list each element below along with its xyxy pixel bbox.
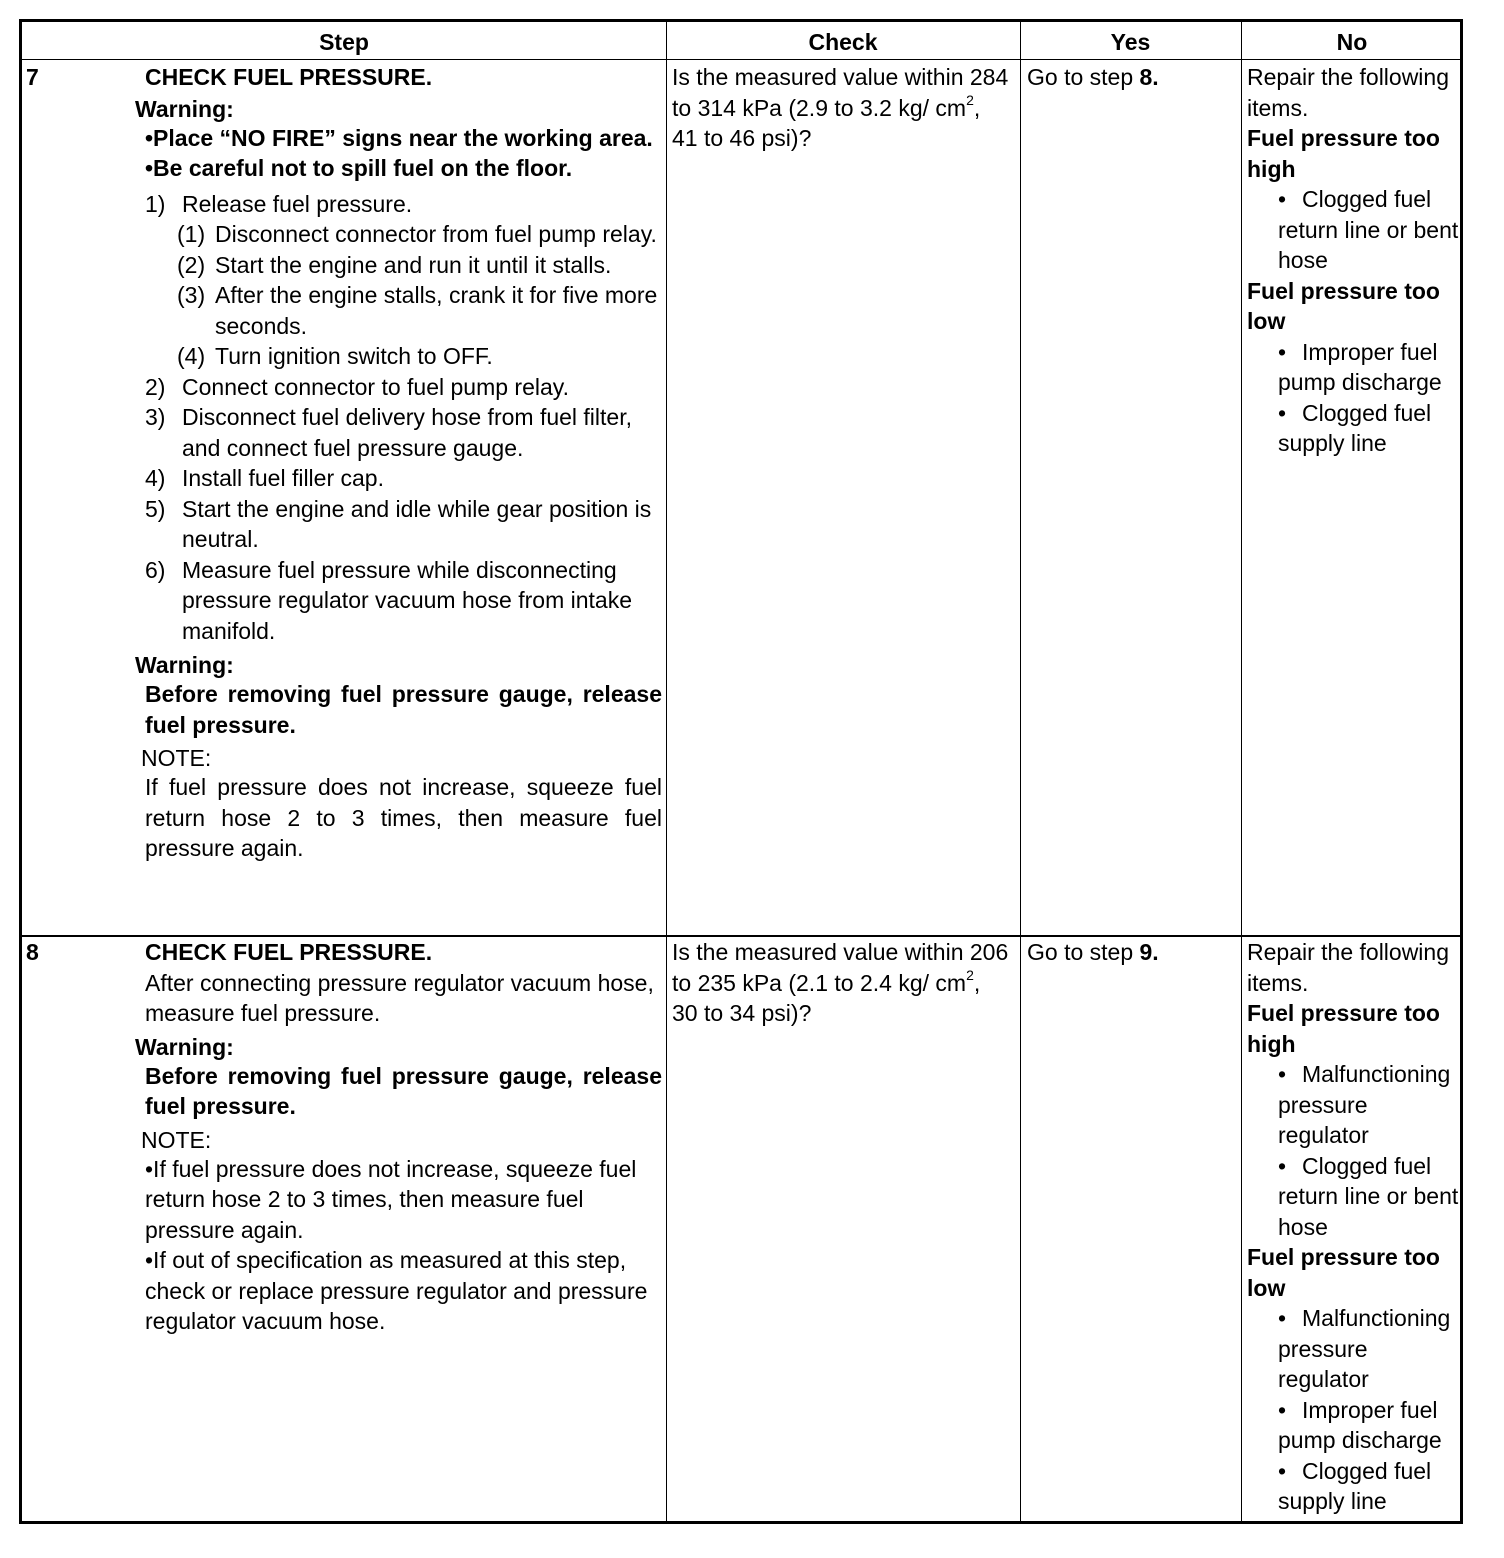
procedure-list bbox=[135, 189, 662, 647]
procedure-item: 4) Install fuel filler cap. bbox=[145, 465, 384, 491]
procedure-item: 5) Start the engine and idle while gear position is neutral. bbox=[145, 495, 652, 552]
repair-intro: Repair the following items. bbox=[1247, 64, 1450, 121]
procedure-item: 6) Measure fuel pressure while disconnecting pressure regulator vacuum hose from intake manifold. bbox=[145, 556, 632, 644]
column-divider bbox=[1241, 22, 1242, 1521]
warning-label: Warning: bbox=[135, 652, 234, 678]
step-intro: After connecting pressure regulator vacuum hose, measure fuel pressure. bbox=[145, 969, 654, 1026]
yes-cell: Go to step 8. bbox=[1027, 64, 1159, 90]
procedure-item: 3) Disconnect fuel delivery hose from fuel filter, and connect fuel pressure gauge. bbox=[145, 404, 632, 461]
check-cell: Is the measured value within 206 to 235 kPa (2.1 to 2.4 kg/ $cm^2$, 30 to 34 psi)? bbox=[672, 939, 1009, 1026]
condition-heading: Fuel pressure too low bbox=[1247, 1244, 1440, 1301]
repair-item: • Malfunctioning pressure regulator bbox=[1278, 1061, 1451, 1148]
yes-cell: Go to step 9. bbox=[1027, 939, 1159, 965]
note-item: •If fuel pressure does not increase, squeeze fuel return hose 2 to 3 times, then measure fuel pressure again. bbox=[145, 1155, 637, 1243]
warning-text: Before removing fuel pressure gauge, release fuel pressure. bbox=[145, 1062, 662, 1119]
header-yes: Yes bbox=[1110, 29, 1151, 55]
note-text: If fuel pressure does not increase, squeeze fuel return hose 2 to 3 times, then measure fuel pressure again. bbox=[145, 774, 662, 861]
troubleshooting-table bbox=[19, 19, 1463, 1524]
procedure-subitem: (3) After the engine stalls, crank it for five more seconds. bbox=[177, 282, 658, 339]
repair-intro: Repair the following items. bbox=[1247, 939, 1450, 996]
warning-item: •Be careful not to spill fuel on the floor. bbox=[145, 155, 573, 181]
procedure-subitem: (2) Start the engine and run it until it stalls. bbox=[177, 251, 612, 278]
procedure-subitem: (1) Disconnect connector from fuel pump relay. bbox=[177, 221, 657, 247]
warning-text: Before removing fuel pressure gauge, release fuel pressure. bbox=[145, 681, 662, 738]
step-cell bbox=[135, 62, 662, 864]
condition-heading: Fuel pressure too high bbox=[1247, 125, 1440, 182]
step-number: 7 bbox=[26, 64, 39, 90]
no-cell bbox=[1247, 937, 1461, 1517]
repair-item: • Clogged fuel supply line bbox=[1278, 399, 1432, 456]
check-question: Is the measured value within 284 to 314 kPa (2.9 to 3.2 kg/ cm bbox=[672, 64, 1009, 121]
header-step: Step bbox=[319, 29, 369, 55]
repair-item: • Improper fuel pump discharge bbox=[1278, 338, 1442, 395]
superscript: 2 bbox=[966, 91, 974, 108]
note-label: NOTE: bbox=[141, 745, 212, 771]
check-question: Is the measured value within 206 to 235 kPa (2.1 to 2.4 kg/ cm bbox=[672, 939, 1009, 996]
step-cell bbox=[135, 937, 662, 1337]
repair-item: • Clogged fuel supply line bbox=[1278, 1457, 1432, 1514]
warning-label: Warning: bbox=[135, 95, 234, 122]
column-divider bbox=[1020, 22, 1021, 1521]
header-check: Check bbox=[808, 29, 878, 55]
superscript: 2 bbox=[966, 966, 974, 983]
step-title: CHECK FUEL PRESSURE. bbox=[145, 64, 433, 90]
no-cell bbox=[1247, 62, 1461, 459]
procedure-item: 2) Connect connector to fuel pump relay. bbox=[145, 373, 569, 400]
step-link: 9. bbox=[1139, 939, 1159, 965]
repair-item: • Clogged fuel return line or bent hose bbox=[1278, 1152, 1459, 1240]
note-item: •If out of specification as measured at this step, check or replace pressure regulator and pressure regulator vacuum hose. bbox=[145, 1247, 648, 1334]
note-label: NOTE: bbox=[141, 1126, 212, 1153]
procedure-item: 1) Release fuel pressure. bbox=[145, 190, 413, 217]
warning-item: •Place “NO FIRE” signs near the working area. bbox=[145, 124, 653, 151]
repair-item: • Malfunctioning pressure regulator bbox=[1278, 1305, 1451, 1392]
condition-heading: Fuel pressure too low bbox=[1247, 277, 1440, 334]
step-title: CHECK FUEL PRESSURE. bbox=[145, 939, 433, 965]
condition-heading: Fuel pressure too high bbox=[1247, 1000, 1440, 1057]
step-number: 8 bbox=[26, 939, 39, 965]
repair-item: • Improper fuel pump discharge bbox=[1278, 1396, 1442, 1453]
check-cell: Is the measured value within 284 to 314 kPa (2.9 to 3.2 kg/ $cm^2$, 41 to 46 psi)? bbox=[672, 64, 1009, 151]
step-link: 8. bbox=[1139, 64, 1159, 90]
warning-label: Warning: bbox=[135, 1033, 234, 1060]
procedure-subitem: (4) Turn ignition switch to OFF. bbox=[177, 343, 493, 369]
repair-item: • Clogged fuel return line or bent hose bbox=[1278, 186, 1459, 273]
column-divider bbox=[666, 22, 667, 1521]
header-no: No bbox=[1336, 29, 1368, 55]
